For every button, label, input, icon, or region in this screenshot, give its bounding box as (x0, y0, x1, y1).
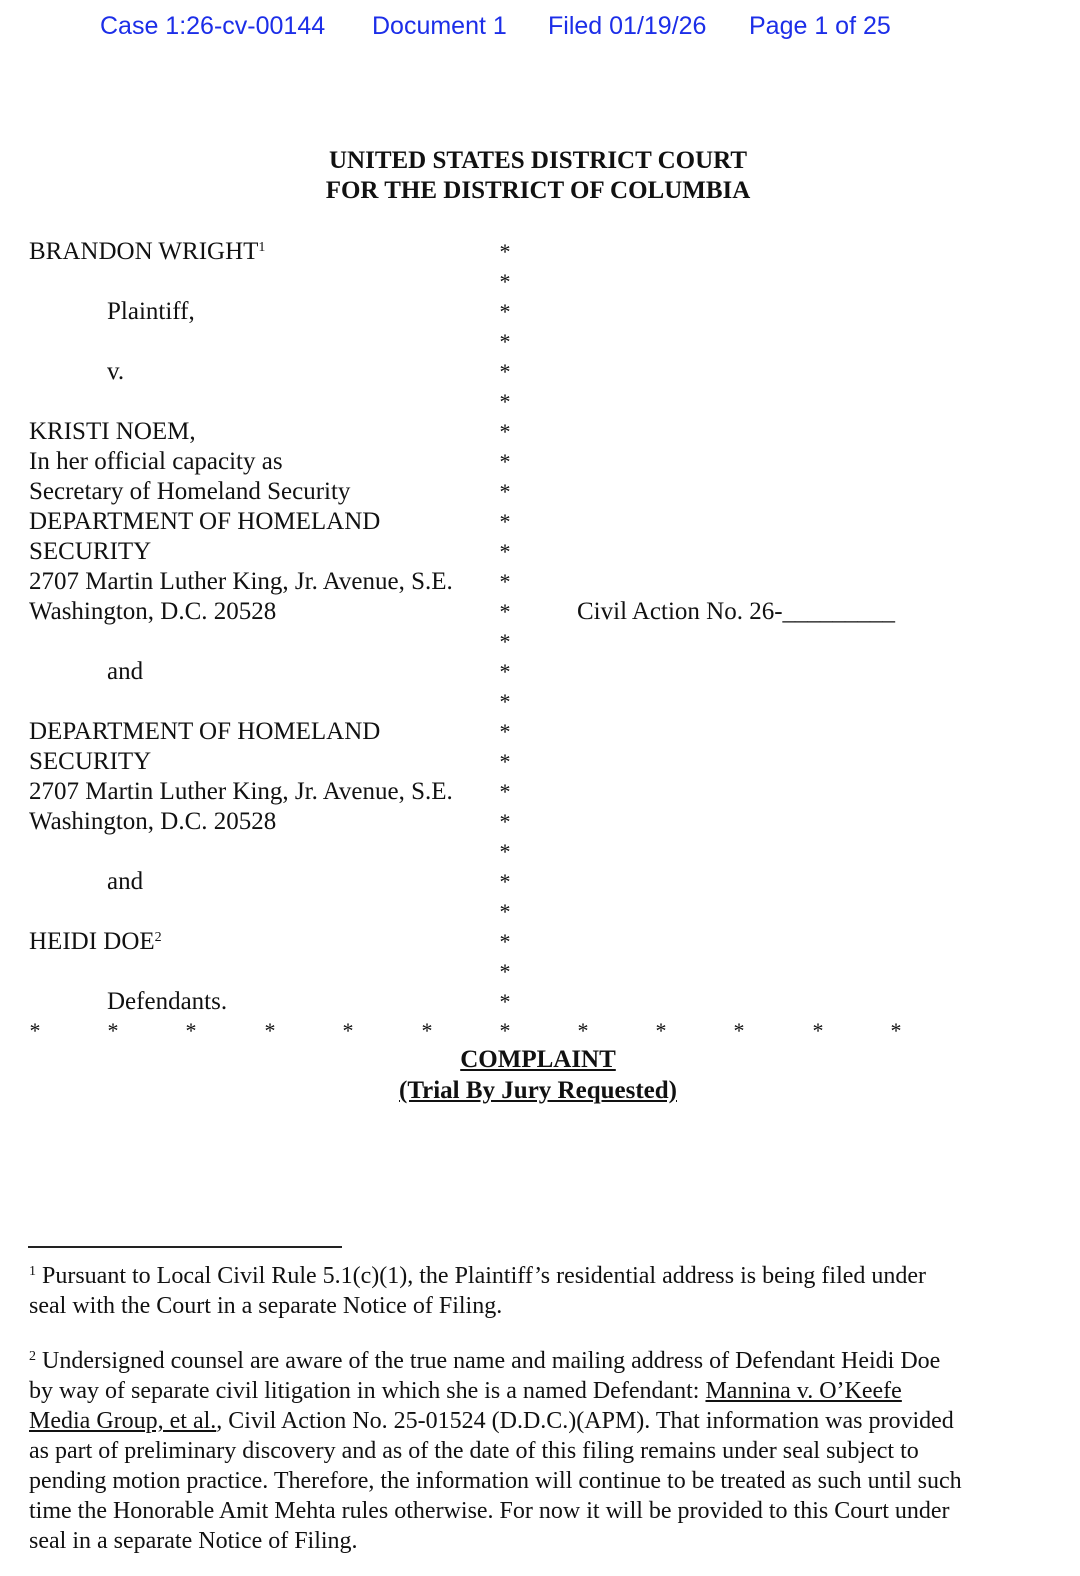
caption-star: * (342, 1018, 354, 1043)
caption-star: * (499, 809, 511, 834)
plaintiff-role: Plaintiff, (107, 298, 195, 325)
caption-star: * (577, 1018, 589, 1043)
defendant-3-name: HEIDI DOE$^2$ (29, 928, 162, 955)
court-district: FOR THE DISTRICT OF COLUMBIA (325, 177, 751, 204)
court-name: UNITED STATES DISTRICT COURT (329, 147, 747, 174)
defendant-1-address: 2707 Martin Luther King, Jr. Avenue, S.E. (29, 568, 453, 595)
caption-star: * (890, 1018, 902, 1043)
caption-star: * (655, 1018, 667, 1043)
caption-star: * (421, 1018, 433, 1043)
caption-star: * (499, 299, 511, 324)
caption-star: * (499, 1018, 511, 1043)
defendant-1-title: Secretary of Homeland Security (29, 478, 351, 505)
defendants-role: Defendants. (107, 988, 228, 1015)
caption-star: * (499, 599, 511, 624)
caption-star: * (499, 719, 511, 744)
versus: v. (107, 358, 125, 385)
plaintiff-name: BRANDON WRIGHT$^1$ (29, 238, 266, 265)
caption-star: * (29, 1018, 41, 1043)
defendant-1-dept-cont: SECURITY (29, 538, 152, 565)
caption-star: * (107, 1018, 119, 1043)
caption-star: * (499, 899, 511, 924)
caption-star: * (499, 749, 511, 774)
document-number: Document 1 (372, 12, 507, 40)
caption-star: * (499, 989, 511, 1014)
case-number: Case 1:26-cv-00144 (100, 12, 326, 40)
caption-star: * (499, 659, 511, 684)
caption-star: * (499, 449, 511, 474)
footnote-divider (28, 1246, 342, 1248)
and-2: and (107, 868, 144, 895)
caption-star: * (264, 1018, 276, 1043)
caption-star: * (499, 959, 511, 984)
jury-request: (Trial By Jury Requested) (399, 1077, 677, 1104)
caption-star: * (733, 1018, 745, 1043)
caption-star: * (499, 419, 511, 444)
case-citation: Mannina v. O’Keefe (705, 1378, 902, 1404)
defendant-1-city: Washington, D.C. 20528 (29, 598, 277, 625)
caption-star: * (499, 869, 511, 894)
caption-star: * (499, 779, 511, 804)
defendant-1-dept: DEPARTMENT OF HOMELAND (29, 508, 381, 535)
filed-date: Filed 01/19/26 (548, 12, 707, 40)
caption-star: * (185, 1018, 197, 1043)
defendant-2-name-cont: SECURITY (29, 748, 152, 775)
and-1: and (107, 658, 144, 685)
caption-star: * (499, 389, 511, 414)
defendant-2-address: 2707 Martin Luther King, Jr. Avenue, S.E. (29, 778, 453, 805)
caption-star: * (499, 239, 511, 264)
defendant-2-name: DEPARTMENT OF HOMELAND (29, 718, 381, 745)
caption-star: * (499, 689, 511, 714)
caption-star: * (499, 479, 511, 504)
caption-star: * (499, 269, 511, 294)
caption-star: * (499, 329, 511, 354)
caption-star: * (499, 839, 511, 864)
caption-star: * (812, 1018, 824, 1043)
caption-star: * (499, 929, 511, 954)
page-number: Page 1 of 25 (749, 12, 891, 40)
document-title: COMPLAINT (460, 1046, 616, 1073)
civil-action-number: Civil Action No. 26-_________ (577, 598, 896, 625)
caption-star: * (499, 359, 511, 384)
defendant-2-city: Washington, D.C. 20528 (29, 808, 277, 835)
caption-star: * (499, 539, 511, 564)
case-citation-cont: Media Group, et al. (29, 1408, 217, 1434)
caption-star: * (499, 569, 511, 594)
caption-star: * (499, 629, 511, 654)
defendant-1-capacity: In her official capacity as (29, 448, 283, 475)
defendant-1-name: KRISTI NOEM, (29, 418, 196, 445)
caption-star: * (499, 509, 511, 534)
